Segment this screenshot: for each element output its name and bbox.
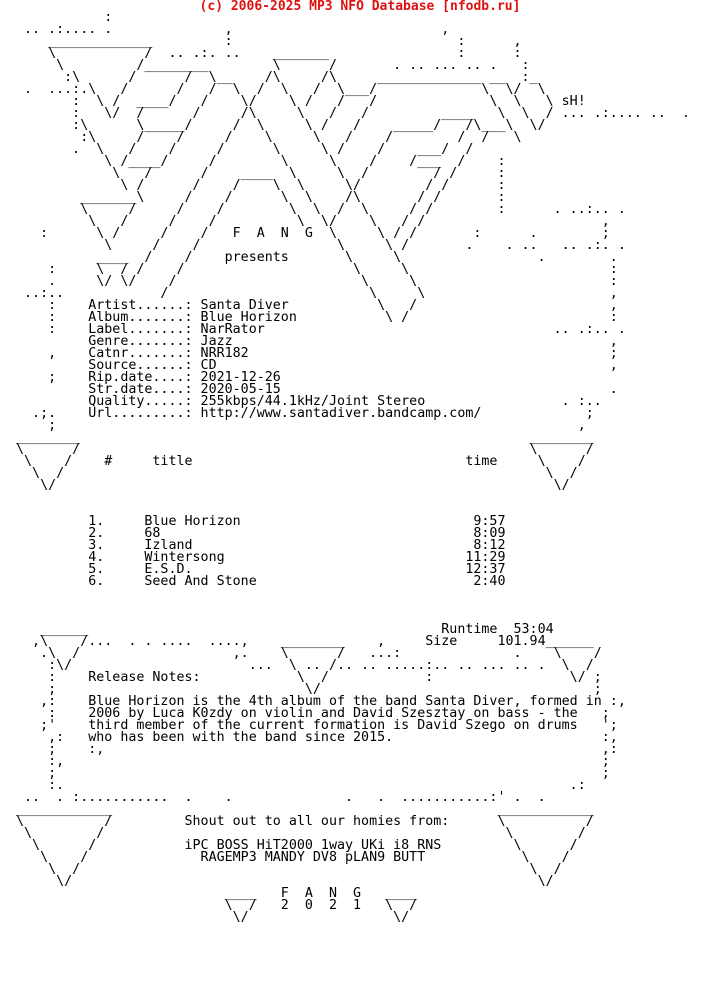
nfo-ascii-text: : .. .:.... . , , _____________ : : , \ / .. .:. .. _______ : : \ /________ \ / . .. ... .. . : :\ / / \__ /\ /\ _____________ __ :_ . ...:.\ / / / \ / \ / \___/ \ \/ \ : \ / ____/ / \/ \ / / / \ \ \ sH! : \/ / / /\ \ / / ____ \ \ / ... .:.... .. . :\ \_____/ / \ \ / / _____/ /\___\ \/ :\ / / / \ \ / / / / \ . \ / / / \ \ / / ___/ / \ /____/ / \ \ / /___ / : \ / / ____ \ \ / / / : \ / / / \ \ \/ / / : _______\ / / \ \ /\ / / : \ / / / \ \ / \ / / : . ..:.. . \ / / / \ \/ \ / / , : \ / / / F A N G \ \ / / : . ; \ / / \ \ / . . .. .. .:. . ____ / / presents \ \ . . : \ / / / \ \ : . \/ \/ / \ \ : ..:.. / \ \ , : Artist......: Santa Diver \ / , : Album.......: Blue Horizon \ / : : Label.......: NarRator .. .:.. . Genre.......: Jazz , , Catnr.......: NRR182 ; Source......: CD , ; Rip.date....: 2021-12-26 Str.date....: 2020-05-15 . Quality.....: 255kbps/44.1kHz/Joint Stereo . :.. .;. Url.........: http://www.santadiver.bandcamp.com/ ; ; , ________ ________ \ / \ / \ / # title time \ / \ / \ / \/ \/ 1. Blue Horizon 9:57 2. 68 8:09 3. Izland 8:12 4. Wintersong 11:29 5. E.S.D. 12:37 6. Seed And Stone 2:40 ______ Runtime 53:04 ,\ /... . . .... ...., ________ , Size 101.94______ .\ / ,. \ / ...: . \ / :\/ ... \ .. /.. .. .....:.. .. ... .. . \ / : Release Notes: \ / : \/ ; ; \/ ; ,: Blue Horizon is the 4th album of the band Santa Diver, formed in :, : 2006 by Luca K0zdy on violin and David Szesztay on bass - the ; ;' third member of the current formation is David Szego on drums '; ,: who has been with the band since 2015. :, ; :, ,: :, ; ; ; :. .: .. . :........... . . . . ...........:' . . ____________ ____________ \ / Shout out to all our homies from: \ / \ / \ / \ / iPC BOSS HiT2000 1way UKi i8 RNS \ / \ / RAGEMP3 MANDY DV8 pLAN9 BUTT \ / \ / \ / \/ \/ ____ F A N G ____ \ / 2 0 2 1 \ / \/ \/ xyxy=(16,10,691,925)
source-credit: (c) 2006-2025 MP3 NFO Database [nfodb.ru] xyxy=(199,0,521,14)
